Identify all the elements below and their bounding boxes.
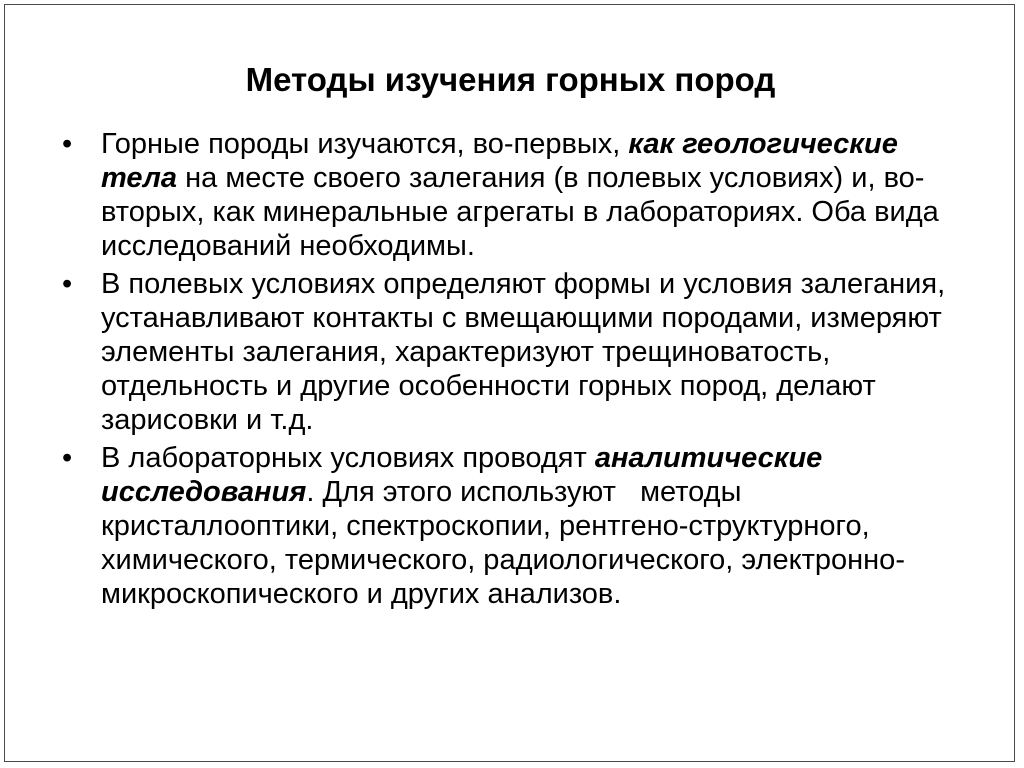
bullet-dot-icon: •	[62, 442, 73, 474]
bullet-text	[101, 128, 939, 262]
bullet-text-segment: Горные породы изучаются, во-первых,	[101, 128, 629, 160]
bullet-text-segment: В лабораторных условиях проводят	[101, 442, 595, 474]
bullet-text-segment: В полевых условиях определяют формы и условия залегания, устанавливают контакты с вмещающими породами, измеряют элементы залегания, характеризуют трещиноватость, отдельность и другие особенности горных пород, делают зарисовки и т.д.	[101, 268, 946, 436]
bullet-text	[101, 268, 945, 436]
bullet-text-segment: . Для этого используют методы кристаллооптики, спектроскопии, рентгено-структурного, химического, термического, радиологического, электронно-микроскопического и других анализов.	[101, 476, 905, 610]
slide-title: Методы изучения горных пород	[245, 61, 776, 98]
emphasis-text: аналитические исследования	[101, 442, 823, 508]
bullet-item	[62, 441, 962, 611]
bullet-text-segment: на месте своего залегания (в полевых условиях) и, во-вторых, как минеральные агрегаты в лабораториях. Оба вида исследований необходимы.	[101, 162, 939, 262]
bullet-list	[62, 127, 962, 615]
bullet-item	[62, 127, 962, 263]
emphasis-text: как геологические тела	[101, 128, 898, 194]
bullet-dot-icon: •	[62, 128, 73, 160]
bullet-text	[101, 442, 905, 610]
bullet-item	[62, 267, 962, 437]
bullet-dot-icon: •	[62, 268, 73, 300]
slide	[4, 4, 1015, 762]
